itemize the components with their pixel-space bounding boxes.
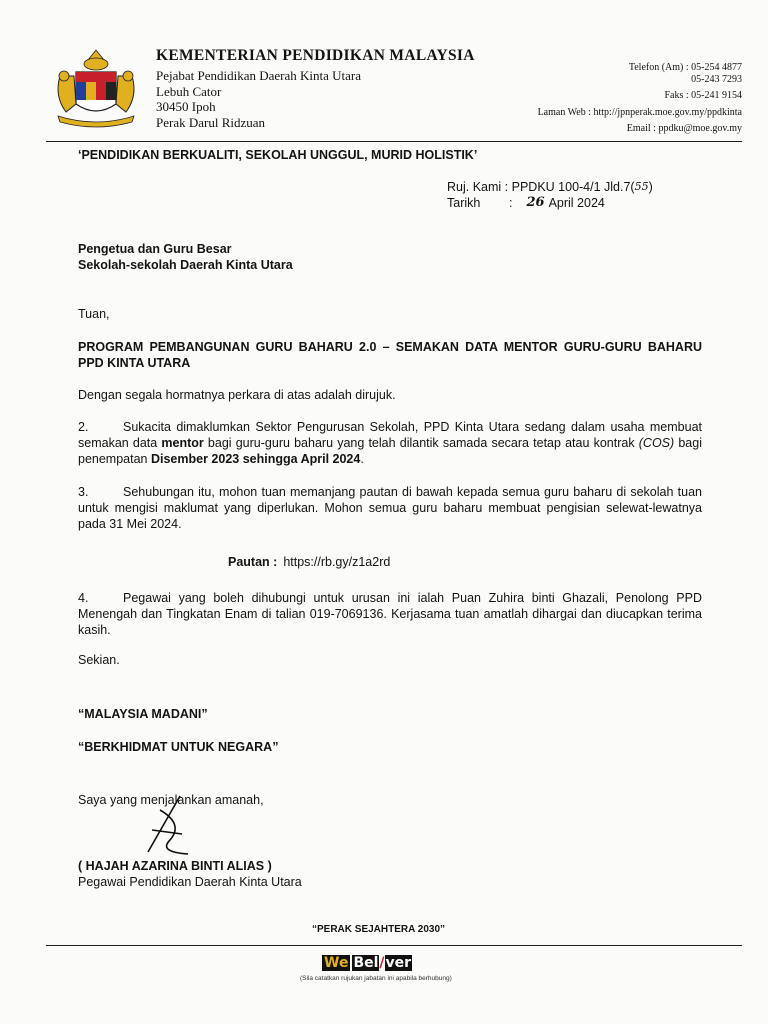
logo-slash-icon: /	[379, 955, 385, 971]
tarikh-colon: :	[509, 196, 513, 210]
para4-text: Pegawai yang boleh dihubungi untuk urusan ini ialah Puan Zuhira binti Ghazali, Penolong PPD Menengah dan Tingkatan Enam di talian 019-7069136. Kerjasama tuan amatlah dihargai dan diucapkan terima kasih.	[78, 591, 702, 637]
ruj-label: Ruj. Kami :	[447, 180, 509, 194]
slogan-malaysia-madani: “MALAYSIA MADANI”	[78, 707, 208, 721]
signature-icon	[140, 790, 200, 860]
logo-we: We	[324, 955, 349, 971]
faks-number: 05-241 9154	[691, 90, 742, 101]
reference-row	[447, 179, 653, 195]
paragraph-number: 2.	[78, 420, 89, 434]
ruj-value: PPDKU 100-4/1 Jld.7(	[511, 180, 635, 194]
footer-note: (Sila catatkan rujukan jabatan ini apabila berhubung)	[300, 975, 452, 982]
reference-block	[447, 179, 653, 211]
web-label: Laman Web :	[537, 106, 591, 118]
faks-label: Faks :	[664, 90, 689, 101]
email-label: Email :	[626, 123, 656, 134]
paragraph-number: 4.	[78, 591, 89, 605]
tarikh-value: April 2024	[548, 196, 605, 210]
link-row	[228, 555, 390, 569]
we-believer-logo	[322, 954, 442, 972]
para2-text: .	[360, 452, 364, 466]
tarikh-label: Tarikh	[447, 196, 481, 210]
para3-text: Sehubungan itu, mohon tuan memanjang pautan di bawah kepada semua guru baharu di sekolah tuan untuk mengisi maklumat yang diperlukan. Mohon semua guru baharu membuat pengisian selewat-lewatnya pada 31 Mei 2024.	[78, 485, 702, 531]
para2-text: bagi penempatan	[78, 436, 702, 466]
address-line: Perak Darul Ridzuan	[156, 114, 266, 130]
header-divider	[46, 141, 742, 142]
para2-text: bagi guru-guru baharu yang telah dilantik samada secara tetap atau kontrak	[203, 436, 639, 450]
footer-divider	[46, 945, 742, 946]
recipient-block	[78, 241, 293, 273]
para2-bold-period: Disember 2023 sehingga April 2024	[150, 452, 361, 466]
telefon-label: Telefon (Am) :	[628, 62, 689, 73]
logo-bel: Bel	[353, 955, 379, 971]
address-line: 30450 Ipoh	[156, 99, 216, 114]
intro-paragraph: Dengan segala hormatnya perkara di atas adalah dirujuk.	[78, 388, 396, 402]
para2-text: Sukacita dimaklumkan Sektor Pengurusan Sekolah, PPD Kinta Utara sedang dalam usaha membuat semakan data	[78, 420, 702, 450]
footer-slogan: “PERAK SEJAHTERA 2030”	[312, 924, 446, 935]
ruj-handwritten: 55	[634, 180, 649, 193]
link-url[interactable]: https://rb.gy/z1a2rd	[283, 555, 391, 569]
letter-subject: PROGRAM PEMBANGUNAN GURU BAHARU 2.0 – SEMAKAN DATA MENTOR GURU-GURU BAHARU PPD KINTA UTARA	[78, 340, 702, 370]
telefon-2: 05-243 7293	[691, 73, 742, 85]
paragraph-3	[78, 484, 702, 532]
slogan-berkhidmat: “BERKHIDMAT UNTUK NEGARA”	[78, 740, 279, 754]
telefon-1: 05-254 4877	[691, 62, 742, 73]
recipient-line: Sekolah-sekolah Daerah Kinta Utara	[78, 258, 293, 272]
office-address	[156, 68, 361, 130]
amanah-line: Saya yang menjalankan amanah,	[78, 793, 264, 807]
paragraph-2	[78, 419, 702, 467]
email-address[interactable]: ppdku@moe.gov.my	[658, 123, 742, 134]
signatory-name: ( HAJAH AZARINA BINTI ALIAS )	[78, 859, 272, 873]
address-line: Pejabat Pendidikan Daerah Kinta Utara	[156, 68, 362, 83]
para2-bold-mentor: mentor	[161, 436, 204, 450]
address-line: Lebuh Cator	[156, 83, 222, 99]
para2-italic-cos: (COS)	[638, 436, 675, 450]
education-motto: ‘PENDIDIKAN BERKUALITI, SEKOLAH UNGGUL, MURID HOLISTIK’	[78, 148, 478, 162]
salutation: Tuan,	[78, 307, 110, 321]
logo-ver: ver	[385, 955, 412, 971]
signatory-title: Pegawai Pendidikan Daerah Kinta Utara	[78, 875, 302, 889]
paragraph-number: 3.	[78, 485, 89, 499]
ruj-close: )	[648, 180, 653, 194]
contact-block	[538, 60, 742, 138]
closing: Sekian.	[78, 653, 120, 667]
date-handwritten: 26	[526, 195, 545, 210]
link-label: Pautan :	[228, 555, 278, 569]
date-row	[447, 195, 653, 211]
recipient-line: Pengetua dan Guru Besar	[78, 242, 232, 256]
coat-of-arms-icon	[46, 46, 146, 130]
paragraph-4	[78, 590, 702, 638]
web-url[interactable]: http://jpnperak.moe.gov.my/ppdkinta	[593, 106, 742, 118]
ministry-name: KEMENTERIAN PENDIDIKAN MALAYSIA	[156, 47, 475, 64]
